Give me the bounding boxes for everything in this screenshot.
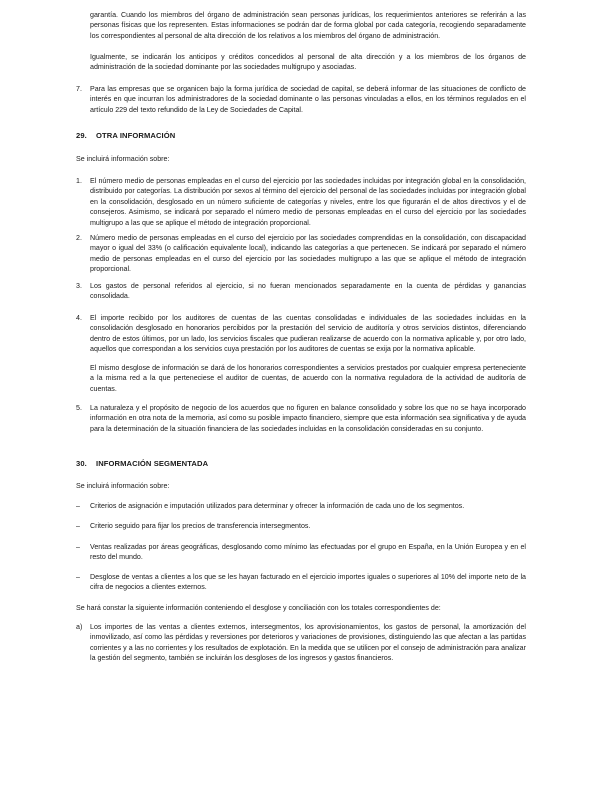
list-item-text: Criterios de asignación e imputación utilizados para determinar y ofrecer la información de cada uno de los segmentos. [90,502,465,510]
paragraph-guarantee: garantía. Cuando los miembros del órgano de administración sean personas jurídicas, los requerimientos anteriores se referirán a las personas físicas que los representen. Estas informaciones se podrán dar de forma global por cada categoría, recogiendo separadamente los correspondientes al personal de alta dirección de los relativos a los miembros del órgano de administración. [90,11,526,40]
item-number: 3. [76,282,82,290]
item-number: 4. [76,314,82,322]
section-title: INFORMACIÓN SEGMENTADA [96,459,209,468]
section-number: 30. [76,459,87,468]
list-item-text: Ventas realizadas por áreas geográficas, desglosando como mínimo las efectuadas por el grupo en España, en la Unión Europea y en el resto del mundo. [90,543,526,562]
dash-bullet: – [76,573,80,581]
list-item-text: Número medio de personas empleadas en el curso del ejercicio por las sociedades comprendidas en la consolidación, con discapacidad mayor o igual del 33% (o calificación equivalente local), indicando las categorías a que pertenecen. Se indicará por separado el número medio de personas empleadas en el curso del ejercicio por las sociedades multigrupo a las que se aplique el método de integración proporcional. [90,234,526,274]
list-item-text: El importe recibido por los auditores de cuentas de las cuentas consolidadas e individuales de las sociedades incluidas en la consolidación desglosado en honorarios percibidos por la prestación del servicio de auditoría y otros servicios distintos, diferenciando dentro de estos últimos, por un lado, los servicios fiscales que pudieran realizarse de acuerdo con la normativa aplicable y, por otro lado, aquellos que correspondan a los servicios cuya prestación por los auditores de cuentas se exija por la normativa aplicable. [90,314,526,354]
item-number: 7. [76,85,82,93]
item-letter: a) [76,623,83,631]
item-number: 1. [76,177,82,185]
item-number: 2. [76,234,82,242]
section-intro: Se incluirá información sobre: [76,482,170,490]
item-number: 5. [76,404,82,412]
dash-bullet: – [76,522,80,530]
dash-bullet: – [76,543,80,551]
list-item-text: Los gastos de personal referidos al ejercicio, si no fueran mencionados separadamente en la cuenta de pérdidas y ganancias consolidada. [90,282,526,301]
list-item-continuation: El mismo desglose de información se dará de los honorarios correspondientes a servicios prestados por cualquier empresa perteneciente a la misma red a la que perteneciese el auditor de cuentas, de acuerdo con la normativa reguladora de la actividad de auditoría de cuentas. [90,364,526,393]
list-item-text: El número medio de personas empleadas en el curso del ejercicio por las sociedades incluidas por integración global en la consolidación, distribuido por categorías. La distribución por sexos al término del ejercicio del personal de las sociedades incluidas por integración global en la consolidación, desglosado en un número suficiente de categorías y niveles, entre los que figurarán el de altos directivos y el de consejeros. Asimismo, se indicará por separado el número medio de personas empleadas en el curso del ejercicio por las sociedades multigrupo a las que se aplique el método de integración proporcional. [90,177,526,227]
section-intro: Se incluirá información sobre: [76,155,170,163]
list-item-text: La naturaleza y el propósito de negocio de los acuerdos que no figuren en balance consolidado y sobre los que no se haya incorporado información en otra nota de la memoria, así como su posible impacto financiero, siempre que esta información sea significativa y de ayuda para la determinación de la situación financiera de las sociedades incluidas en la consolidación consideradas en su conjunto. [90,404,526,433]
section-paragraph: Se hará constar la siguiente información conteniendo el desglose y conciliación con los totales correspondientes de: [76,604,441,612]
paragraph-advances: Igualmente, se indicarán los anticipos y créditos concedidos al personal de alta dirección y a los miembros de los órganos de administración de la sociedad dominante por las sociedades multigrupo y asociadas. [90,53,526,72]
list-item-text: Los importes de las ventas a clientes externos, intersegmentos, los aprovisionamientos, los gastos de personal, la amortización del inmovilizado, así como las pérdidas y reversiones por deterioros y variaciones de provisiones, distinguiendo las que afectan a las partidas corrientes y a las no corrientes y los resultados de explotación. En la medida que se utilicen por el consejo de administración para analizar la gestión del segmento, también se incluirán los desgloses de los ingresos y gastos financieros. [90,623,526,663]
section-heading-29 [76,131,175,140]
list-item-text: Desglose de ventas a clientes a los que se les hayan facturado en el ejercicio importes iguales o superiores al 10% del importe neto de la cifra de negocios a clientes externos. [90,573,526,592]
dash-bullet: – [76,502,80,510]
section-title: OTRA INFORMACIÓN [96,131,176,140]
section-heading-30 [76,459,208,468]
list-item-text: Criterio seguido para fijar los precios de transferencia intersegmentos. [90,522,311,530]
section-number: 29. [76,131,87,140]
item-7-text: Para las empresas que se organicen bajo la forma jurídica de sociedad de capital, se deberá informar de las situaciones de conflicto de interés en que incurran los administradores de la sociedad dominante o las personas vinculadas a ellos, en los términos regulados en el artículo 229 del texto refundido de la Ley de Sociedades de Capital. [90,85,526,114]
